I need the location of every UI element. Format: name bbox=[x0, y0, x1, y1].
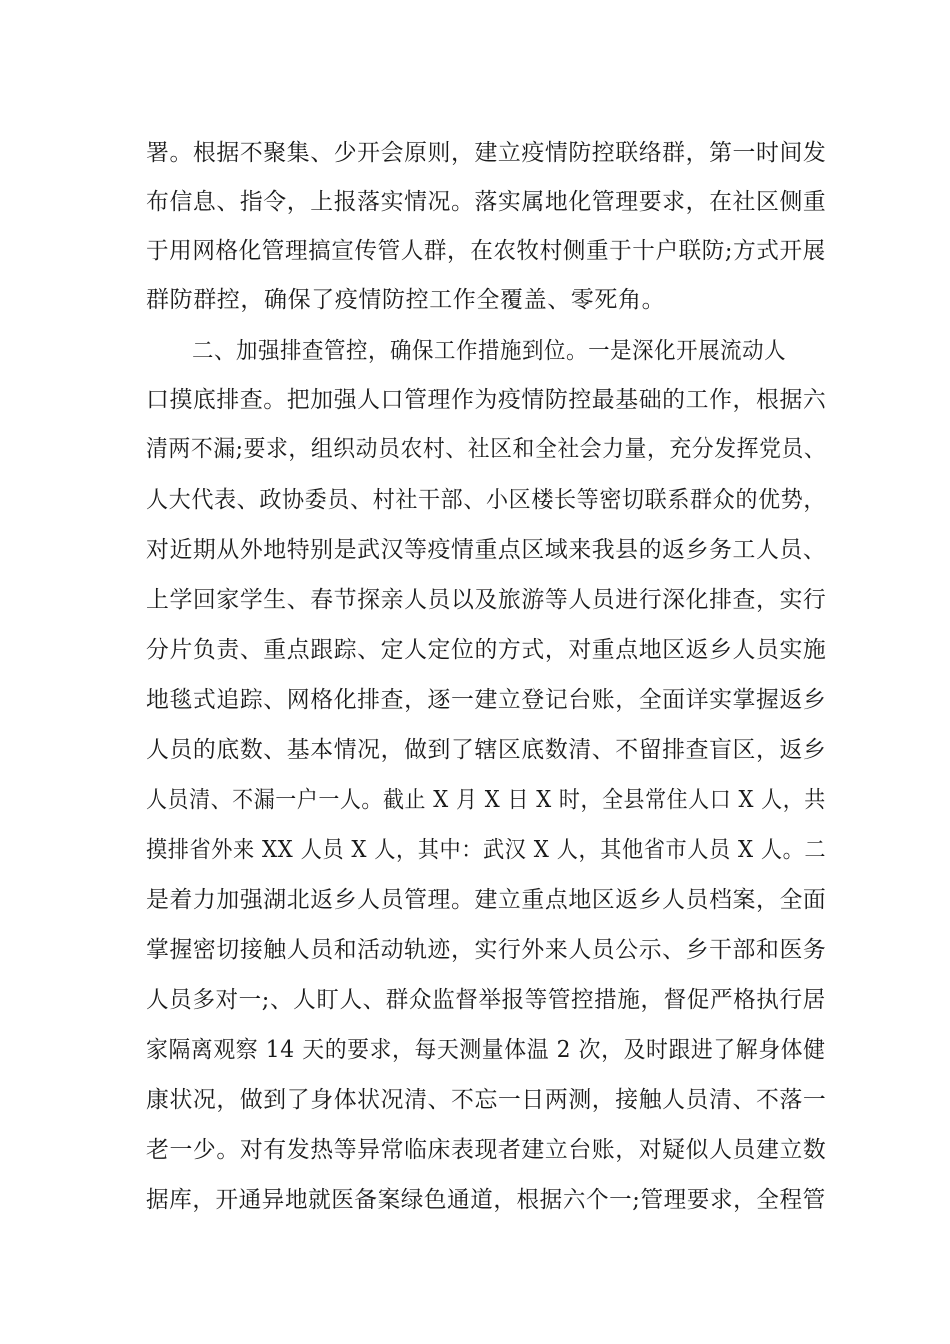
text-line: 对近期从外地特别是武汉等疫情重点区域来我县的返乡务工人员、 bbox=[146, 537, 827, 563]
text-line: 于用网格化管理搞宣传管人群，在农牧村侧重于十户联防;方式开展 bbox=[146, 238, 826, 264]
text-line: 口摸底排查。把加强人口管理作为疫情防控最基础的工作，根据六 bbox=[146, 387, 827, 413]
text-line: 人员的底数、基本情况，做到了辖区底数清、不留排查盲区，返乡 bbox=[146, 737, 827, 763]
text-line: 上学回家学生、春节探亲人员以及旅游等人员进行深化排查，实行 bbox=[146, 587, 827, 613]
paragraph-first-line: 二、加强排查管控，确保工作措施到位。一是深化开展流动人 bbox=[192, 338, 787, 364]
text-line: 分片负责、重点跟踪、定人定位的方式，对重点地区返乡人员实施 bbox=[146, 637, 827, 663]
text-line: 地毯式追踪、网格化排查，逐一建立登记台账，全面详实掌握返乡 bbox=[146, 687, 827, 713]
text-line: 署。根据不聚集、少开会原则，建立疫情防控联络群，第一时间发 bbox=[146, 140, 827, 166]
text-line: 人员清、不漏一户一人。截止 X 月 X 日 X 时，全县常住人口 X 人，共 bbox=[146, 787, 826, 813]
text-line: 家隔离观察 14 天的要求，每天测量体温 2 次，及时跟进了解身体健 bbox=[146, 1037, 826, 1063]
text-line: 人员多对一;、人盯人、群众监督举报等管控措施，督促严格执行居 bbox=[146, 987, 826, 1013]
text-line: 群防群控，确保了疫情防控工作全覆盖、零死角。 bbox=[146, 287, 666, 313]
text-line: 康状况，做到了身体状况清、不忘一日两测，接触人员清、不落一 bbox=[146, 1087, 827, 1113]
text-line: 是着力加强湖北返乡人员管理。建立重点地区返乡人员档案，全面 bbox=[146, 887, 827, 913]
text-line: 布信息、指令，上报落实情况。落实属地化管理要求，在社区侧重 bbox=[146, 189, 827, 215]
text-line: 清两不漏;要求，组织动员农村、社区和全社会力量，充分发挥党员、 bbox=[146, 436, 827, 462]
text-line: 据库，开通异地就医备案绿色通道，根据六个一;管理要求，全程管 bbox=[146, 1187, 826, 1213]
text-line: 掌握密切接触人员和活动轨迹，实行外来人员公示、乡干部和医务 bbox=[146, 937, 827, 963]
text-line: 人大代表、政协委员、村社干部、小区楼长等密切联系群众的优势， bbox=[146, 487, 826, 513]
text-line: 老一少。对有发热等异常临床表现者建立台账，对疑似人员建立数 bbox=[146, 1137, 827, 1163]
text-line: 摸排省外来 XX 人员 X 人，其中：武汉 X 人，其他省市人员 X 人。二 bbox=[146, 837, 827, 863]
